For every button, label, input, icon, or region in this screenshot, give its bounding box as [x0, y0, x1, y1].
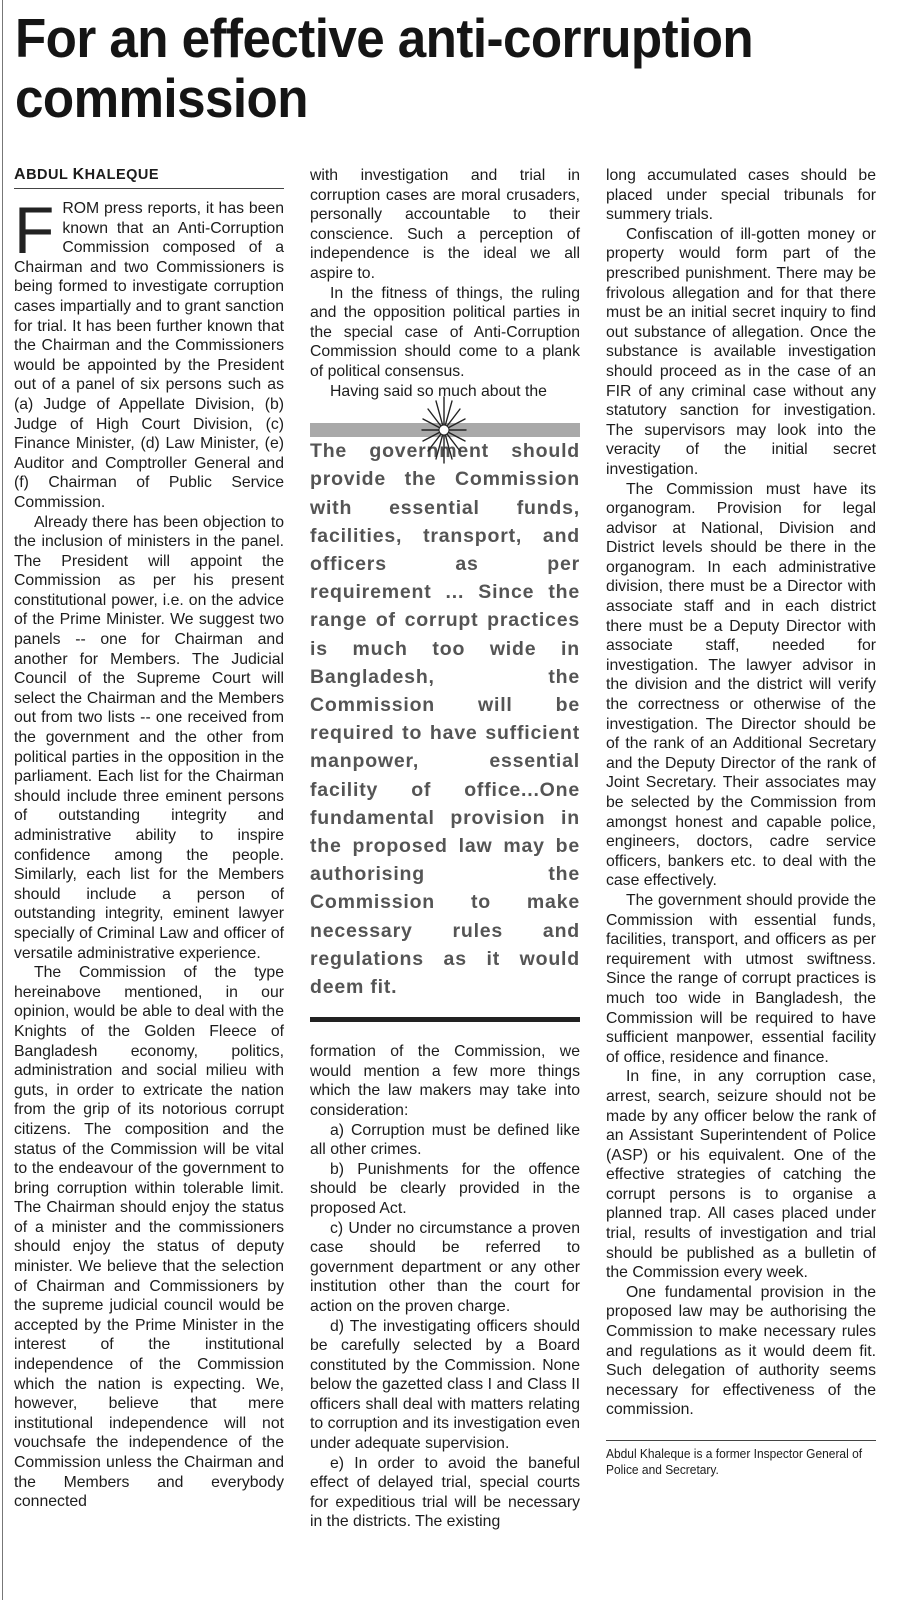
- paragraph-continuation: formation of the Commission, we would mention a few more things which the law makers may take into consideration:: [310, 1043, 580, 1119]
- author-bio-rule: [606, 1440, 876, 1478]
- pull-quote-block: [310, 423, 580, 1022]
- first-paragraph: FROM press reports, it has been known that an Anti-Corruption Commission composed of a Chairman and two Commissioners is being formed to investigate corruption cases impartially and to grant sanction for trial. It has been further known that the Chairman and the Commissioners would be appointed by the President out of a panel of six persons such as (a) Judge of Appellate Division, (b) Judge of High Court Division, (c) Finance Minister, (d) Law Minister, (e) Auditor and Comptroller General and (f) Chairman of Public Service Commission.: [14, 193, 284, 511]
- pull-quote-bottom-rule: [310, 1017, 580, 1022]
- paragraph: The Commission of the type hereinabove mentioned, in our opinion, would be able to deal with the Knights of the Golden Fleece of Bangladesh economy, politics, administration and social milieu with guts, in order to extricate the nation from the grip of its notorious corrupt citizens. The composition and the status of the Commission will be vital to the endeavour of the government to bring corruption within tolerable limit. The Chairman should enjoy the status of a minister and the commissioners should enjoy the status of deputy minister. We believe that the selection of Chairman and Commissioners by the supreme judicial council would be accepted by the Prime Minister in the interest of the institutional independence of the Commission which the nation is expecting. We, however, believe that mere institutional independence will not vouchsafe the independence of the Commission unless the Chairman and the Members and everybody connected: [14, 964, 284, 1511]
- paragraph-continuation: long accumulated cases should be placed under special tribunals for summery trials.: [606, 167, 876, 224]
- paragraph: The Commission must have its organogram. Provision for legal advisor at National, Division and District levels should be there in the organogram. In each administrative division, there must be a Director with associate staff and in each district there must be a Deputy Director with associate staff, needed for investigation. The lawyer advisor in the division and the district will verify the correctness or otherwise of the investigation. The Director should be of the rank of an Additional Secretary and the Deputy Director of the rank of Joint Secretary. Their associates may be selected by the Commission from amongst honest and capable police, engineers, doctors, cadre service officers, bankers etc. to deal with the case effectively.: [606, 480, 876, 890]
- page-left-rule: [2, 0, 3, 1600]
- paragraph: Already there has been objection to the inclusion of ministers in the panel. The President will appoint the Commission as per his present constitutional power, i.e. on the advice of the Prime Minister. We suggest two panels -- one for Chairman and another for Members. The Judicial Council of the Supreme Court will select the Chairman and the Members out from two lists -- one received from the government and the other from political parties in the opposition in the parliament. Each list for the Chairman should include three eminent persons of outstanding integrity and administrative ability to inspire confidence among the people. Similarly, each list for the Members should include a person of outstanding integrity, eminent lawyer specially of Criminal Law and officer of versatile administrative experience.: [14, 513, 284, 962]
- drop-cap: F: [14, 193, 55, 267]
- paragraph: One fundamental provision in the proposed law may be authorising the Commission to make necessary rules and regulations as it would deem fit. Such delegation of authority seems necessary for effectiveness of the commission.: [606, 1283, 876, 1419]
- paragraph: Having said so much about the: [330, 382, 547, 400]
- pull-quote: The government should provide the Commission with essential funds, facilities, transport, and officers as per requirement ... Since the range of corrupt practices is much too wide in Bangladesh, the Commission will be required to have sufficient manpower, essential facility of office...One fundamental provision in the proposed law may be authorising the Commission to make necessary rules and regulations as it would deem fit.: [310, 440, 580, 998]
- byline: ABDUL KHALEQUE: [14, 166, 284, 189]
- list-item: b) Punishments for the offence should be clearly provided in the proposed Act.: [310, 1160, 580, 1217]
- paragraph: In fine, in any corruption case, arrest, search, seizure should not be made by any officer below the rank of an Assistant Superintendent of Police (ASP) or his equivalent. One of the effective strategies of catching the corrupt persons is to organise a planned trap. All cases placed under trial, results of investigation and trial should be published as a bulletin of the Commission every week.: [606, 1068, 876, 1282]
- paragraph-continuation: with investigation and trial in corruption cases are moral crusaders, personally accountable to their conscience. Such a perception of independence is the ideal we all aspire to.: [310, 167, 580, 282]
- paragraph: In the fitness of things, the ruling and the opposition political parties in the special case of Anti-Corruption Commission should come to a plank of political consensus.: [310, 284, 580, 380]
- headline: For an effective anti-corruption commission: [15, 7, 754, 129]
- list-item: c) Under no circumstance a proven case should be referred to government department or any other institution other than the court for action on the proven charge.: [310, 1219, 580, 1315]
- list-item: a) Corruption must be defined like all other crimes.: [310, 1121, 580, 1159]
- column-2: [310, 166, 580, 1532]
- paragraph: Confiscation of ill-gotten money or property would form part of the prescribed punishment. There may be frivolous allegation and for that there must be an initial secret inquiry to find out substance of allegation. Once the substance is available investigation should proceed as in the case of an FIR of any criminal case without any statutory sanction for investigation. The supervisors may look into the veracity of the initial secret investigation.: [606, 225, 876, 478]
- list-item: e) In order to avoid the baneful effect of delayed trial, special courts for expeditious trial will be necessary in the districts. The existing: [310, 1454, 580, 1531]
- starburst-icon: [418, 395, 470, 465]
- paragraph: The government should provide the Commission with essential funds, facilities, transport, and officers as per requirement with utmost swiftness. Since the range of corrupt practices is much too wide in Bangladesh, the Commission will be required to have sufficient manpower, essential facility of office, residence and finance.: [606, 891, 876, 1066]
- column-3: [606, 166, 876, 1478]
- list-item: d) The investigating officers should be carefully selected by a Board constituted by the Commission. None below the gazetted class I and Class II officers shall deal with matters relating to corruption and its investigation even under adequate supervision.: [310, 1317, 580, 1453]
- author-bio: Abdul Khaleque is a former Inspector General of Police and Secretary.: [606, 1447, 863, 1477]
- pull-quote-top-bar: [310, 423, 580, 437]
- column-1: [14, 166, 284, 1512]
